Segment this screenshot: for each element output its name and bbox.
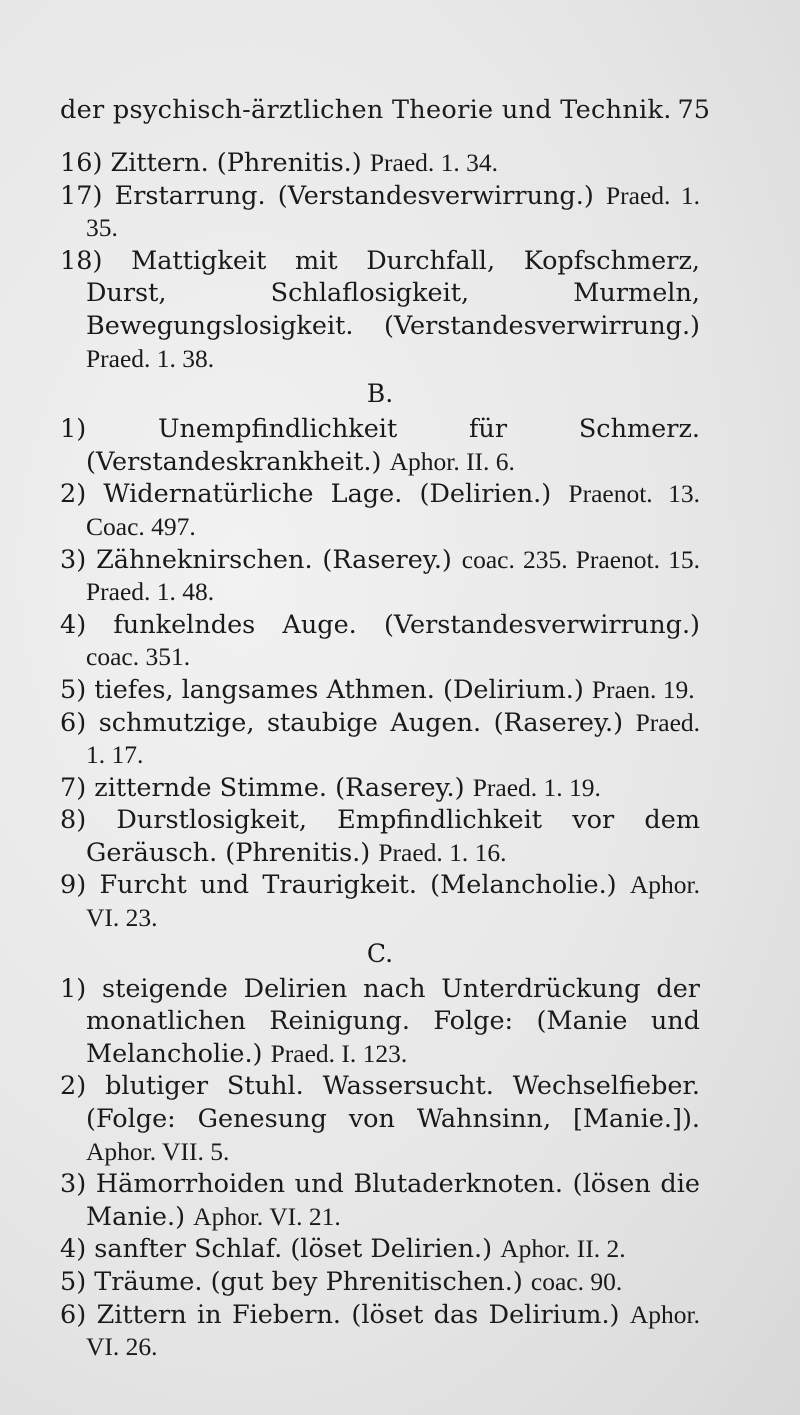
- list-item: [60, 869, 700, 934]
- list-item: [60, 674, 700, 707]
- item-number: 2): [60, 479, 87, 510]
- item-number: 4): [60, 609, 87, 640]
- item-reference: Praed. I. 123.: [270, 1038, 408, 1068]
- section-b: [60, 413, 700, 935]
- item-text: Durstlosigkeit, Empfindlichkeit vor dem Geräusch. (Phrenitis.): [86, 805, 700, 868]
- item-reference: Aphor. VI. 23.: [86, 870, 701, 933]
- list-item: [60, 973, 700, 1071]
- item-reference: Praenot. 13. Coac. 497.: [86, 479, 701, 541]
- list-item: [60, 180, 700, 245]
- item-text: Zähneknirschen. (Raserey.): [96, 544, 462, 575]
- item-reference: Aphor. VII. 5.: [86, 1136, 230, 1166]
- item-number: 18): [60, 245, 103, 276]
- item-reference: Praed. 1. 16.: [378, 837, 507, 867]
- item-text: steigende Delirien nach Unterdrückung der monatlichen Reinigung. Folge: (Manie und Melancholie.): [86, 973, 700, 1069]
- item-reference: Aphor. II. 2.: [500, 1234, 626, 1264]
- item-text: Unempfindlichkeit für Schmerz. (Verstandeskrankheit.): [86, 414, 700, 477]
- item-reference: Praen. 19.: [591, 674, 695, 704]
- item-reference: coac. 235. Praenot. 15. Praed. 1. 48.: [86, 544, 700, 607]
- list-item: [60, 245, 700, 375]
- item-reference: Aphor. VI. 26.: [86, 1299, 700, 1362]
- list-item: [60, 772, 700, 805]
- list-item: [60, 707, 700, 772]
- item-text: sanfter Schlaf. (löset Delirien.): [94, 1234, 501, 1265]
- item-text: zitternde Stimme. (Raserey.): [94, 772, 473, 803]
- item-reference: coac. 351.: [86, 642, 191, 672]
- item-text: funkelndes Auge. (Verstandesverwirrung.): [113, 609, 700, 640]
- item-text: tiefes, langsames Athmen. (Delirium.): [94, 674, 592, 705]
- item-number: 1): [60, 973, 87, 1004]
- running-title: der psychisch-ärztlichen Theorie und Technik.: [60, 95, 672, 125]
- section-heading-c: C.: [366, 938, 394, 968]
- section-c: [60, 973, 700, 1364]
- item-number: 3): [60, 544, 87, 575]
- item-reference: Praed. 1. 19.: [472, 772, 601, 802]
- item-text: Zittern. (Phrenitis.): [110, 148, 370, 178]
- list-item: [60, 804, 700, 869]
- item-number: 8): [60, 805, 87, 836]
- running-header: [60, 95, 710, 147]
- item-text: Mattigkeit mit Durchfall, Kopfschmerz, Durst, Schlaflosigkeit, Murmeln, Bewegungslosigkeit. (Verstandesverwirrung.): [86, 245, 700, 341]
- item-text: blutiger Stuhl. Wassersucht. Wechselfieber. (Folge: Genesung von Wahnsinn, [Manie.]).: [86, 1071, 700, 1135]
- item-reference: Praed. 1. 34.: [369, 148, 499, 177]
- list-item: [60, 1299, 700, 1364]
- item-reference: Aphor. VI. 21.: [193, 1201, 341, 1231]
- list-item: [60, 1266, 700, 1299]
- list-item: [60, 413, 700, 478]
- item-reference: Praed. 1. 38.: [86, 343, 215, 373]
- item-number: 7): [60, 772, 87, 803]
- item-reference: Aphor. II. 6.: [389, 446, 515, 476]
- item-reference: coac. 90.: [530, 1267, 623, 1296]
- list-item: [60, 609, 700, 674]
- page-number: 75: [677, 95, 710, 125]
- item-number: 17): [60, 180, 103, 211]
- item-number: 6): [60, 1299, 87, 1330]
- item-number: 9): [60, 870, 87, 901]
- item-reference: Praed. 1. 35.: [86, 180, 701, 243]
- item-number: 3): [60, 1169, 87, 1200]
- item-text: schmutzige, staubige Augen. (Raserey.): [98, 707, 636, 738]
- item-number: 16): [60, 148, 103, 178]
- item-number: 1): [60, 414, 87, 445]
- list-item: [60, 1168, 700, 1233]
- list-item: [60, 1233, 700, 1266]
- list-item: [60, 544, 700, 609]
- item-number: 5): [60, 1267, 87, 1297]
- item-text: Hämorrhoiden und Blutaderknoten. (lösen die Manie.): [86, 1169, 700, 1232]
- list-item: [60, 147, 700, 180]
- item-number: 2): [60, 1071, 87, 1102]
- item-reference: Praed. 1. 17.: [86, 707, 701, 770]
- item-text: Zittern in Fiebern. (löset das Delirium.): [96, 1299, 630, 1330]
- item-number: 5): [60, 674, 87, 705]
- item-text: Furcht und Traurigkeit. (Melancholie.): [99, 870, 630, 901]
- section-heading-b: B.: [366, 379, 394, 409]
- item-text: Widernatürliche Lage. (Delirien.): [103, 479, 569, 510]
- section-a-continued: [60, 147, 700, 375]
- item-text: Erstarrung. (Verstandesverwirrung.): [114, 180, 606, 211]
- item-text: Träume. (gut bey Phrenitischen.): [94, 1267, 531, 1297]
- list-item: [60, 1070, 700, 1168]
- list-item: [60, 478, 700, 543]
- book-page: [60, 95, 710, 1364]
- item-number: 4): [60, 1234, 87, 1265]
- item-number: 6): [60, 707, 87, 738]
